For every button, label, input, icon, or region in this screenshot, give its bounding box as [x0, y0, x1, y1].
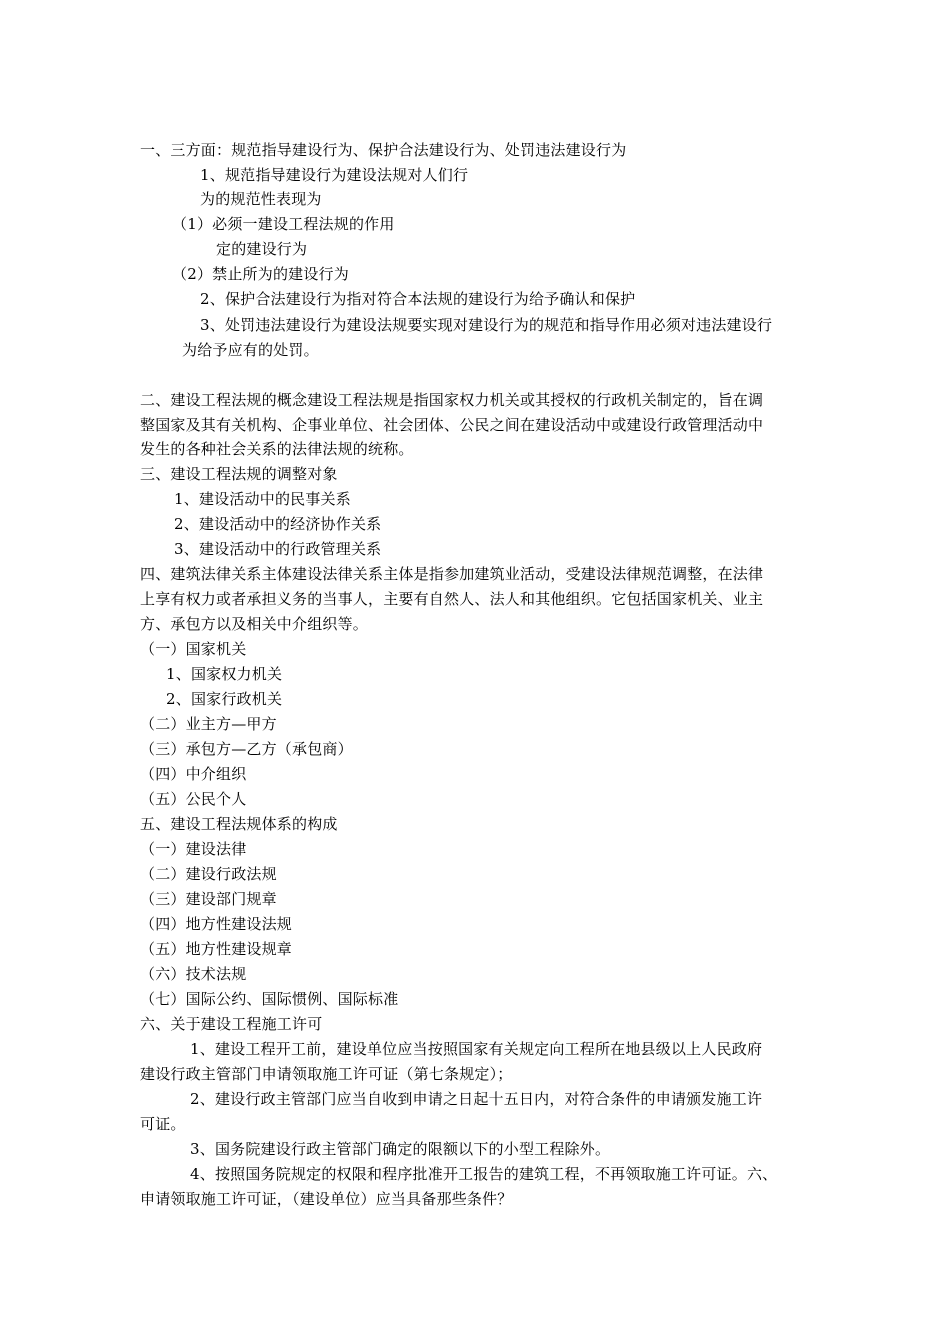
text-line: 为的规范性表现为 [200, 190, 322, 208]
text-line: （七）国际公约、国际惯例、国际标准 [140, 990, 399, 1008]
section-5-heading: 五、建设工程法规体系的构成 [140, 815, 338, 833]
text-line: （二）建设行政法规 [140, 865, 277, 883]
text-line: （一）国家机关 [140, 640, 247, 658]
text-line: 2、保护合法建设行为指对符合本法规的建设行为给予确认和保护 [200, 290, 636, 308]
text-line: （三）建设部门规章 [140, 890, 277, 908]
text-line: （1）必须一建设工程法规的作用 [172, 215, 395, 233]
text-line: 2、建设活动中的经济协作关系 [174, 515, 382, 533]
text-line: 2、建设行政主管部门应当自收到申请之日起十五日内，对符合条件的申请颁发施工许 [190, 1090, 763, 1108]
text-line: 1、建设活动中的民事关系 [174, 490, 351, 508]
text-line: 1、规范指导建设行为建设法规对人们行 [200, 166, 469, 184]
text-line: （三）承包方—乙方（承包商） [140, 740, 353, 758]
text-line: （一）建设法律 [140, 840, 247, 858]
text-line: 可证。 [140, 1115, 186, 1133]
text-line: 方、承包方以及相关中介组织等。 [140, 615, 369, 633]
text-line: 3、建设活动中的行政管理关系 [174, 540, 382, 558]
text-line: 2、国家行政机关 [166, 690, 283, 708]
text-line: 申请领取施工许可证，（建设单位）应当具备那些条件？ [140, 1190, 513, 1208]
text-line: 上享有权力或者承担义务的当事人，主要有自然人、法人和其他组织。它包括国家机关、业主 [140, 590, 764, 608]
text-line: 1、国家权力机关 [166, 665, 283, 683]
text-line: 整国家及其有关机构、企事业单位、社会团体、公民之间在建设活动中或建设行政管理活动中 [140, 416, 764, 434]
text-line: 发生的各种社会关系的法律法规的统称。 [140, 440, 414, 458]
text-line: 为给予应有的处罚。 [182, 341, 319, 359]
text-line: （五）地方性建设规章 [140, 940, 293, 958]
text-line: 建设行政主管部门申请领取施工许可证（第七条规定）； [140, 1065, 513, 1083]
text-line: （二）业主方—甲方 [140, 715, 277, 733]
text-line: （六）技术法规 [140, 965, 247, 983]
text-line: 3、处罚违法建设行为建设法规要实现对建设行为的规范和指导作用必须对违法建设行 [200, 316, 773, 334]
text-line: （五）公民个人 [140, 790, 247, 808]
text-line: 4、按照国务院规定的权限和程序批准开工报告的建筑工程，不再领取施工许可证。六、 [190, 1165, 778, 1183]
section-6-heading: 六、关于建设工程施工许可 [140, 1015, 323, 1033]
text-line: 3、国务院建设行政主管部门确定的限额以下的小型工程除外。 [190, 1140, 611, 1158]
section-1-heading: 一、三方面：规范指导建设行为、保护合法建设行为、处罚违法建设行为 [140, 141, 627, 159]
text-line: 1、建设工程开工前，建设单位应当按照国家有关规定向工程所在地县级以上人民政府 [190, 1040, 763, 1058]
section-4-heading: 四、建筑法律关系主体建设法律关系主体是指参加建筑业活动，受建设法律规范调整，在法律 [140, 565, 764, 583]
text-line: （2）禁止所为的建设行为 [172, 265, 349, 283]
text-line: （四）地方性建设法规 [140, 915, 293, 933]
text-line: 定的建设行为 [216, 240, 308, 258]
section-3-heading: 三、建设工程法规的调整对象 [140, 465, 338, 483]
text-line: （四）中介组织 [140, 765, 247, 783]
section-2-heading: 二、建设工程法规的概念建设工程法规是指国家权力机关或其授权的行政机关制定的，旨在调 [140, 391, 764, 409]
